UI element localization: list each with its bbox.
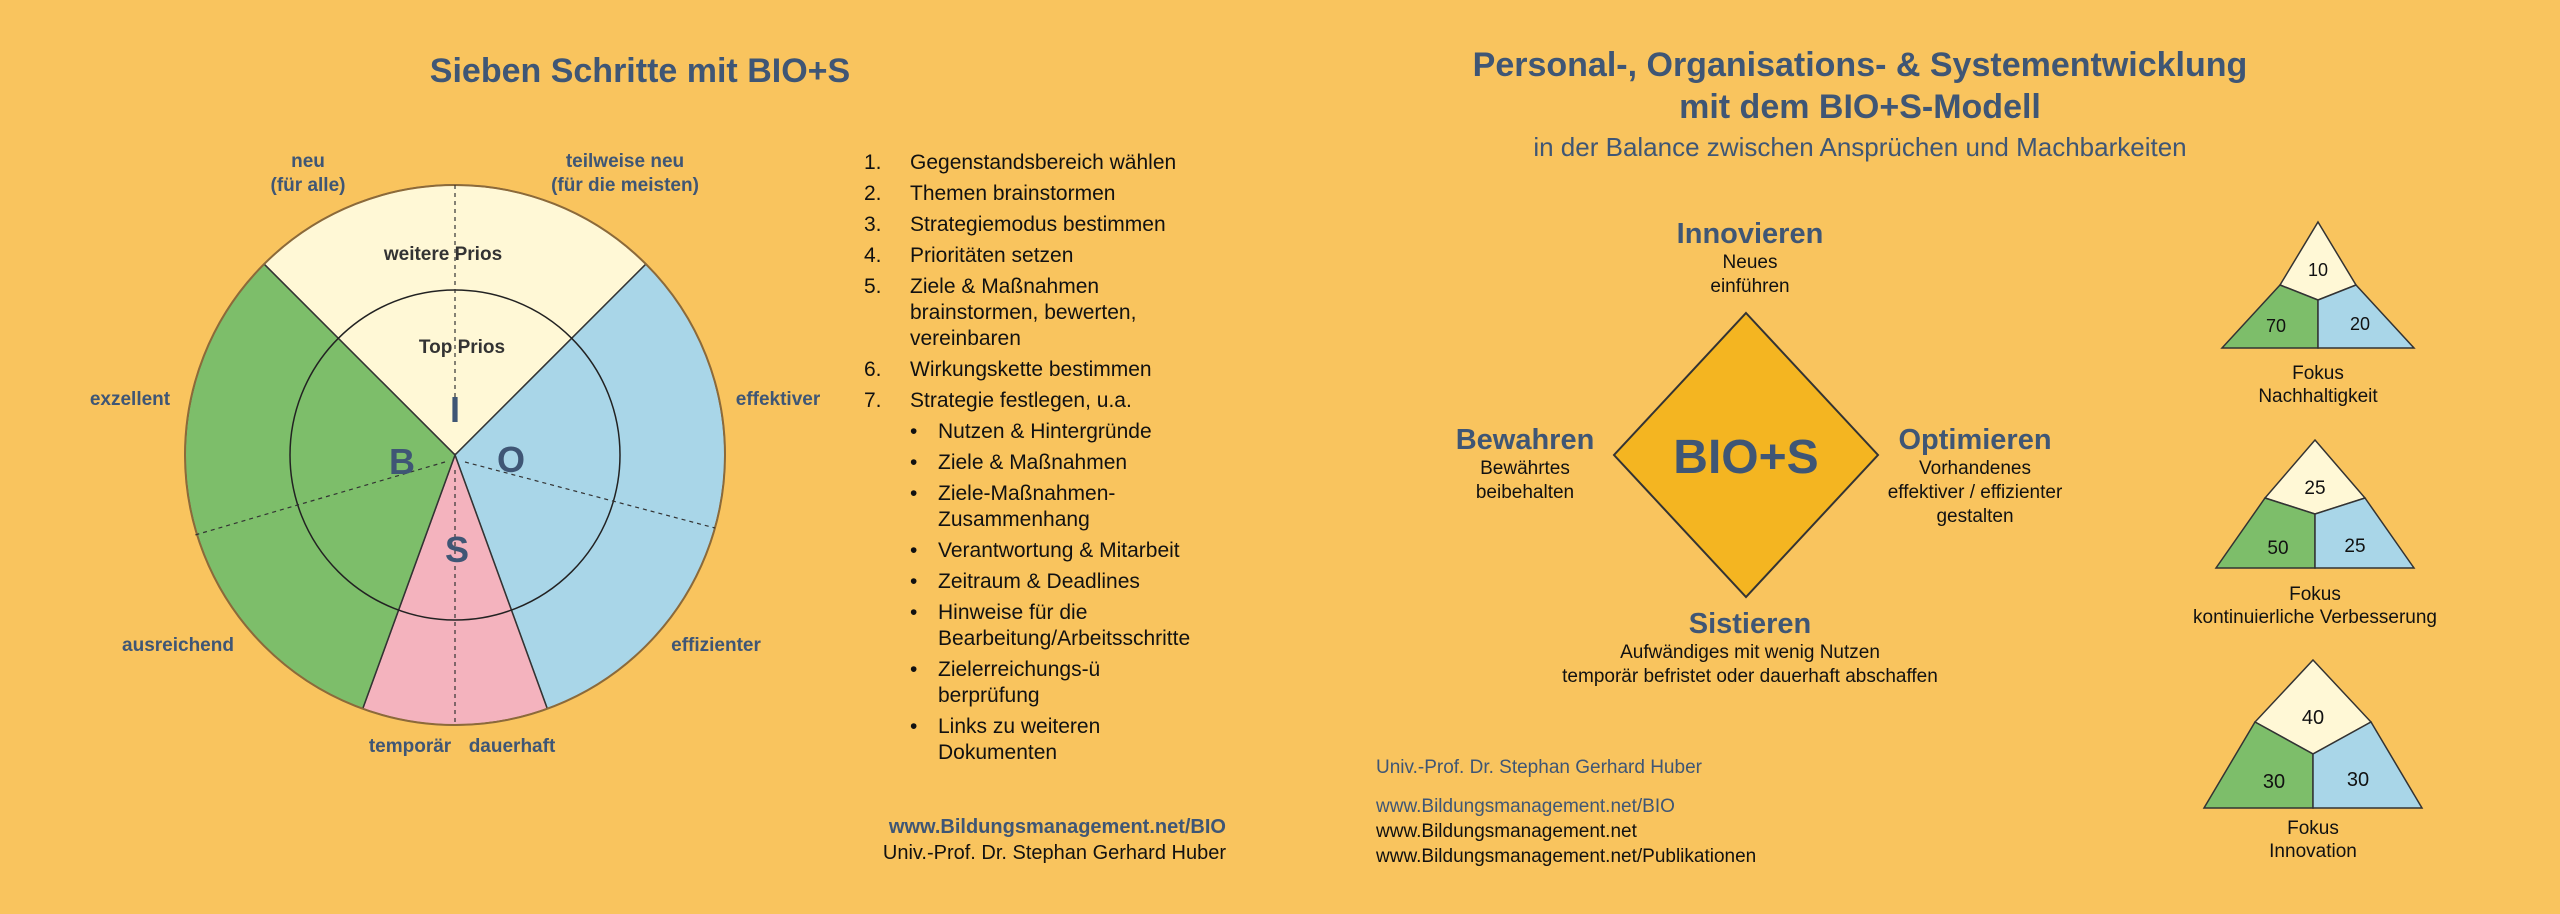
tri-value-right: 30: [2346, 769, 2370, 791]
mode-bewahren-desc1: Bewährtes: [1480, 458, 1570, 479]
mode-optimieren-desc2: effektiver / effizienter: [1887, 482, 2063, 503]
mode-bewahren-head: Bewahren: [1455, 424, 1595, 456]
right-footer: [1376, 755, 1896, 869]
bullet-icon: •: [910, 601, 918, 624]
substep-text: Ziele-Maßnahmen-Zusammenhang: [938, 482, 1116, 531]
label-neu-sub: (für alle): [270, 175, 346, 196]
left-footer-url[interactable]: www.Bildungsmanagement.net/BIO: [888, 816, 1226, 838]
right-subtitle: in der Balance zwischen Ansprüchen und Machbarkeiten: [1533, 132, 2187, 162]
right-footer-link[interactable]: www.Bildungsmanagement.net/BIO: [1376, 796, 1675, 817]
steps-list: [864, 150, 1224, 771]
bios-diamond: [1600, 305, 1890, 605]
bullet-icon: •: [910, 420, 918, 443]
substep-text: Hinweise für die Bearbeitung/Arbeitsschritte: [938, 601, 1191, 650]
step-text: Strategie festlegen, u.a.: [910, 389, 1132, 412]
mode-optimieren: [1860, 424, 2090, 529]
substep-text: Verantwortung & Mitarbeit: [938, 539, 1180, 562]
step-num: 7.: [864, 389, 882, 412]
tri-area-optimieren: [2315, 498, 2414, 568]
label-exzellent: exzellent: [89, 389, 171, 410]
right-title: [1380, 44, 2340, 128]
step-num: 2.: [864, 182, 882, 205]
right-footer-author: Univ.-Prof. Dr. Stephan Gerhard Huber: [1376, 757, 1702, 778]
triangle-caption-line: Nachhaltigkeit: [2258, 386, 2378, 407]
step-text: Gegenstandsbereich wählen: [910, 151, 1177, 174]
label-temporaer: temporär: [368, 736, 452, 757]
triangle-verbesserung: [2212, 436, 2418, 574]
mode-sistieren-desc1: Aufwändiges mit wenig Nutzen: [1620, 642, 1880, 663]
triangle-caption-line: Innovation: [2269, 841, 2357, 862]
diamond-center-label: BIO+S: [1673, 431, 1819, 484]
wheel-top-prios: Top Prios: [418, 337, 506, 358]
mode-innovieren-head: Innovieren: [1676, 218, 1824, 250]
mode-sistieren-desc2: temporär befristet oder dauerhaft abschaffen: [1562, 666, 1938, 687]
step-item: [864, 274, 1224, 352]
right-footer-link[interactable]: www.Bildungsmanagement.net/Publikationen: [1376, 846, 1757, 867]
tri-value-right: 25: [2344, 536, 2366, 557]
mode-bewahren-desc2: beibehalten: [1475, 482, 1575, 503]
step-text: Ziele & Maßnahmen brainstormen, bewerten, vereinbaren: [910, 275, 1137, 350]
step-item: [864, 181, 1224, 207]
label-dauerhaft: dauerhaft: [468, 736, 556, 757]
step-num: 1.: [864, 151, 882, 174]
substep-item: [910, 714, 1224, 766]
triangle-caption: [2160, 583, 2470, 629]
step-num: 4.: [864, 244, 882, 267]
mode-sistieren: [1500, 608, 2000, 689]
mode-innovieren-desc1: Neues: [1722, 252, 1778, 273]
step-text: Themen brainstormen: [910, 182, 1116, 205]
wheel-letter-s: S: [444, 529, 470, 570]
mode-innovieren-desc2: einführen: [1710, 276, 1790, 297]
right-title-line2: mit dem BIO+S-Modell: [1679, 88, 2041, 126]
substep-text: Ziele & Maßnahmen: [938, 451, 1128, 474]
tri-value-top: 10: [2307, 260, 2329, 280]
tri-value-top: 25: [2304, 478, 2326, 499]
step-text: Prioritäten setzen: [910, 244, 1074, 267]
substep-item: [910, 657, 1224, 709]
triangle-innovation: [2200, 656, 2426, 812]
tri-value-right: 20: [2349, 314, 2371, 334]
step-item: [864, 388, 1224, 414]
step-num: 5.: [864, 275, 882, 298]
step-item: [864, 212, 1224, 238]
mode-bewahren: [1430, 424, 1620, 505]
mode-optimieren-desc1: Vorhandenes: [1919, 458, 2031, 479]
right-title-line1: Personal-, Organisations- & Systementwicklung: [1472, 46, 2248, 84]
bullet-icon: •: [910, 451, 918, 474]
substep-item: [910, 538, 1224, 564]
label-neu-text: neu: [291, 151, 325, 172]
label-effizienter: effizienter: [671, 635, 761, 656]
triangle-nachhaltigkeit: [2218, 218, 2418, 354]
bullet-icon: •: [910, 570, 918, 593]
substep-text: Nutzen & Hintergründe: [938, 420, 1152, 443]
mode-optimieren-head: Optimieren: [1898, 424, 2052, 456]
wheel-letter-b: B: [389, 441, 415, 482]
mode-innovieren: [1610, 218, 1890, 299]
right-footer-link[interactable]: www.Bildungsmanagement.net: [1376, 821, 1637, 842]
wheel-weitere-prios: weitere Prios: [383, 244, 503, 265]
substep-text: Links zu weiteren Dokumenten: [938, 715, 1101, 764]
label-ausreichend: ausreichend: [122, 635, 234, 656]
mode-optimieren-desc3: gestalten: [1936, 506, 2014, 527]
tri-value-top: 40: [2301, 707, 2325, 729]
step-text: Strategiemodus bestimmen: [910, 213, 1166, 236]
substep-text: Zielerreichungs-überprüfung: [938, 658, 1101, 707]
triangle-caption-line: Fokus: [2289, 584, 2341, 605]
substep-item: [910, 419, 1224, 445]
label-teilweise-text: teilweise neu: [565, 151, 685, 172]
left-title: Sieben Schritte mit BIO+S: [429, 52, 851, 90]
triangle-caption-line: kontinuierliche Verbesserung: [2193, 607, 2437, 628]
tri-area-bewahren: [2216, 498, 2315, 568]
substep-item: [910, 450, 1224, 476]
mode-sistieren-head: Sistieren: [1688, 608, 1812, 640]
substep-item: [910, 569, 1224, 595]
wheel-letter-i: I: [449, 389, 461, 430]
bullet-icon: •: [910, 539, 918, 562]
step-item: [864, 357, 1224, 383]
substep-item: [910, 481, 1224, 533]
substep-item: [910, 600, 1224, 652]
step-num: 6.: [864, 358, 882, 381]
wheel-letter-o: O: [496, 439, 526, 480]
bullet-icon: •: [910, 482, 918, 505]
tri-value-left: 50: [2267, 538, 2289, 559]
label-teilweise-sub: (für die meisten): [551, 175, 699, 196]
bios-wheel: [120, 170, 800, 730]
triangle-caption: [2168, 817, 2458, 863]
step-item: [864, 243, 1224, 269]
step-text: Wirkungskette bestimmen: [910, 358, 1152, 381]
tri-value-left: 70: [2265, 316, 2287, 336]
label-effektiver: effektiver: [735, 389, 821, 410]
left-footer: [826, 814, 1226, 866]
tri-value-left: 30: [2262, 771, 2286, 793]
triangle-caption-line: Fokus: [2287, 818, 2339, 839]
bullet-icon: •: [910, 715, 918, 738]
triangle-caption: [2168, 362, 2468, 408]
substep-text: Zeitraum & Deadlines: [938, 570, 1140, 593]
step-num: 3.: [864, 213, 882, 236]
left-footer-author: Univ.-Prof. Dr. Stephan Gerhard Huber: [882, 842, 1226, 864]
bullet-icon: •: [910, 658, 918, 681]
step-item: [864, 150, 1224, 176]
triangle-caption-line: Fokus: [2292, 363, 2344, 384]
